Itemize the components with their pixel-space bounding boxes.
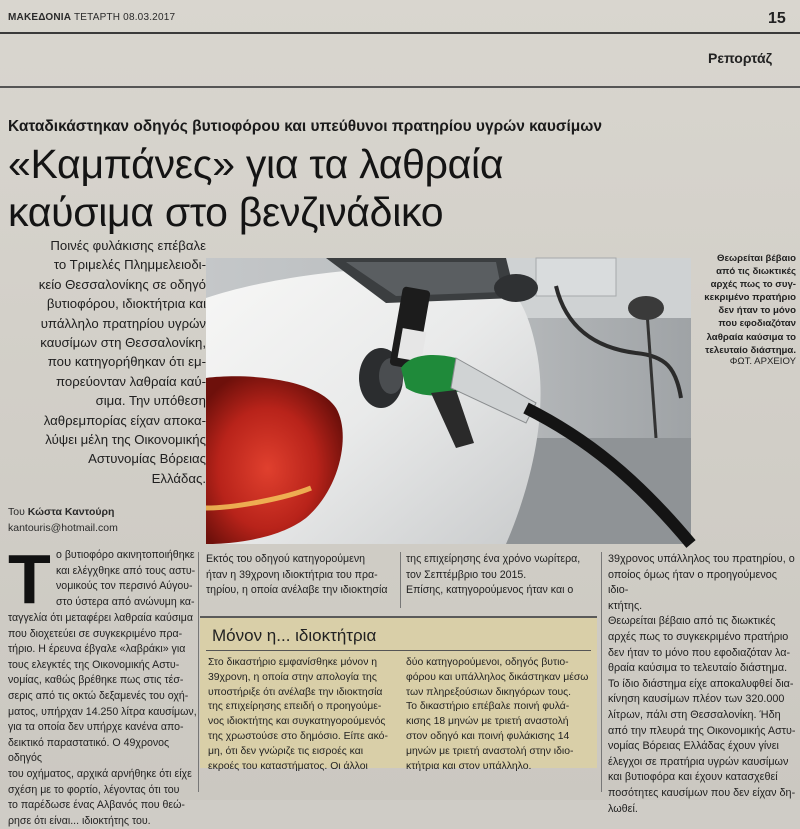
headline-line-2: καύσιμα στο βενζινάδικο <box>8 189 444 235</box>
column-divider <box>601 552 602 792</box>
article-column-2: Εκτός του οδηγού κατηγορούμενη ήταν η 39χρονη ιδιοκτήτρια του πρα- τηρίου, η οποία ανέλαβε την ιδιοκτησία <box>206 553 388 597</box>
page-number: 15 <box>768 10 786 27</box>
sidebar-box-column-2: δύο κατηγορούμενοι, οδηγός βυτιο- φόρου και υπάλληλος δικάστηκαν μέσω των πληρεξούσιων δικηγόρων τους. Το δικαστήριο επέβαλε ποινή φυλά- κισης 18 μηνών με τριετή αναστολή στον οδηγό και ποινή φυλάκισης 14 μηνών με τριετή αναστολή στην ιδιο- κτήτρια και στον υπάλληλο. <box>406 657 589 772</box>
masthead-paper: ΜΑΚΕΔΟΝΙΑ <box>8 12 72 23</box>
author-prefix: Του <box>8 506 28 518</box>
article-column-1-top: ο βυτιοφόρο ακινητοποιήθηκε και ελέγχθηκε από τους αστυ- νομικούς τον περσινό Αύγου- στο ύστερα από ανώνυμη κα- <box>56 549 196 608</box>
sidebar-box-rule <box>206 650 591 651</box>
masthead <box>8 12 175 23</box>
article-lead: Ποινές φυλάκισης επέβαλε το Τριμελές Πλημμελειοδι- κείο Θεσσαλονίκης σε οδηγό βυτιοφόρου, ιδιοκτήτρια και υπάλληλο πρατηρίου υγρών καυσίμων στη Θεσσαλονίκη, που κατηγορήθηκαν ότι εμ- πορεύονταν λαθραία καύ- σιμα. Την υπόθεση λαθρεμπορίας είχαν αποκα- λύψει μέλη της Οικονομικής Αστυνομίας Βόρειας Ελλάδας. <box>38 238 206 486</box>
article-column-3: της επιχείρησης ένα χρόνο νωρίτερα, τον Σεπτέμβριο του 2015. Επίσης, κατηγορούμενος ήταν και ο <box>406 553 581 597</box>
masthead-date: ΤΕΤΑΡΤΗ 08.03.2017 <box>73 12 176 23</box>
author-name: Κώστα Καντούρη <box>27 506 115 518</box>
article-headline <box>8 140 503 236</box>
sidebar-box-title: Μόνον η... ιδιοκτήτρια <box>212 626 377 645</box>
column-divider <box>198 552 199 792</box>
author-byline <box>8 506 114 518</box>
photo-caption: Θεωρείται βέβαιο από τις διωκτικές αρχές πως το συγ- κεκριμένο πρατήριο δεν ήταν το μόνο που εφοδιαζόταν λαθραία καύσιμα το τελευταίο διάστημα. <box>704 253 796 356</box>
article-photo <box>206 258 691 544</box>
top-rule <box>0 32 800 34</box>
fuel-nozzle-photo <box>206 258 691 544</box>
article-column-1: ταγγελία ότι μεταφέρει λαθραία καύσιμα που διοχετεύει σε συγκεκριμένο πρα- τήριο. Η έρευνα έβγαλε «λαβράκι» για τους ελεγκτές της Οικονομικής Αστυ- νομίας, καθώς βρέθηκε πως στις τέσ- σερις από τις οκτώ δεξαμενές του οχή- ματος, υπήρχαν 14.250 λίτρα καυσίμων, για τα οποία δεν υπήρχε κανένα απο- δεικτικό παραστατικό. Ο 49χρονος οδηγός του οχήματος, αρχικά αρνήθηκε ότι είχε σχέση με το φορτίο, λέγοντας ότι του το παρέδωσε ένας Αλβανός που θεώ- ρησε ότι είναι... ιδιοκτήτης του. <box>8 612 197 827</box>
photo-credit: ΦΩΤ. ΑΡΧΕΙΟΥ <box>729 356 796 367</box>
sidebar-box-column-1: Στο δικαστήριο εμφανίσθηκε μόνον η 39χρονη, η οποία στην απολογία της υποστήριξε ότι ανέλαβε την ιδιοκτησία της επιχείρησης επειδή ο προηγούμε- νος ιδιοκτήτης και συγκατηγορούμενός της χρωστούσε στο δημόσιο. Είπε ακό- μη, ότι δεν γνώριζε τις εισροές και εκροές του καταστήματος. Οι άλλοι <box>208 657 388 772</box>
section-label: Ρεπορτάζ <box>708 50 773 66</box>
author-email[interactable]: kantouris@hotmail.com <box>8 522 118 534</box>
article-kicker: Καταδικάστηκαν οδηγός βυτιοφόρου και υπεύθυνοι πρατηρίου υγρών καυσίμων <box>8 118 602 135</box>
headline-line-1: «Καμπάνες» για τα λαθραία <box>8 141 504 187</box>
section-rule <box>0 86 800 88</box>
drop-cap: Τ <box>8 540 51 618</box>
article-column-4: 39χρονος υπάλληλος του πρατηρίου, ο οποίος όμως ήταν ο προηγούμενος ιδιο- κτήτης. Θεωρείται βέβαιο από τις διωκτικές αρχές πως το συγκεκριμένο πρατήριο δεν ήταν το μόνο που εφοδιαζόταν λα- θραία καύσιμα το τελευταίο διάστημα. Το ίδιο διάστημα είχε αποκαλυφθεί δια- κίνηση καυσίμων πλέον των 320.000 λίτρων, πάλι στη Θεσσαλονίκη. Ήδη από την πλευρά της Οικονομικής Αστυ- νομίας Βόρειας Ελλάδας έχουν γίνει έλεγχοι σε πρατήρια υγρών καυσίμων και βυτιοφόρα και έχουν κατασχεθεί ποσότητες καυσίμων που δεν είχαν δη- λωθεί. <box>608 553 796 815</box>
column-divider <box>400 552 401 608</box>
